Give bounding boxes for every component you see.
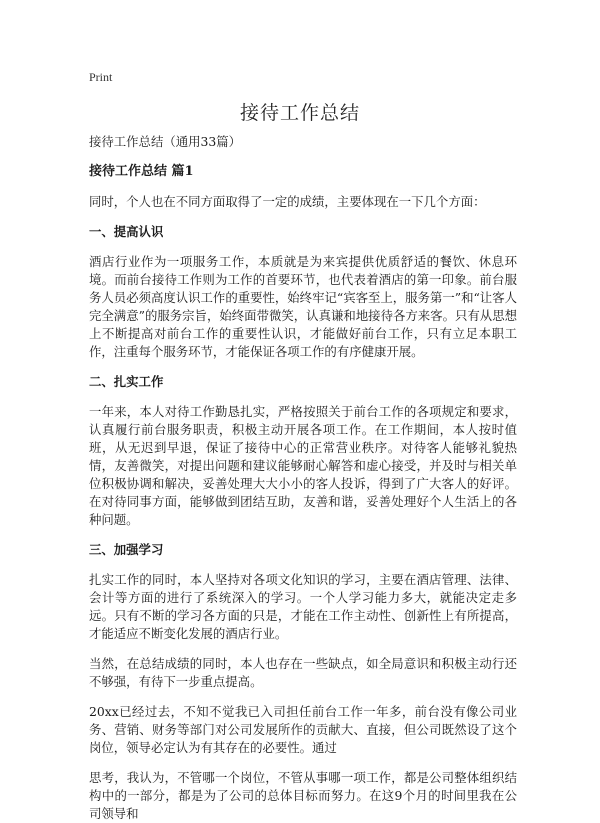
paragraph-reflection: 思考，我认为，不管哪一个岗位，不管从事哪一项工作，都是公司整体组织结构中的一部分，都是为了公司的总体目标而努力。在这9个月的时间里我在公司领导和 [89, 770, 517, 821]
section-heading-1: 一、提高认识 [89, 224, 164, 239]
section-heading-3: 三、加强学习 [89, 542, 164, 557]
section-heading-2: 二、扎实工作 [89, 374, 164, 389]
article-heading: 接待工作总结 篇1 [89, 164, 194, 179]
page-title: 接待工作总结 [239, 102, 360, 124]
document-body [89, 133, 517, 821]
section-text-2: 一年来，本人对待工作勤恳扎实，严格按照关于前台工作的各项规定和要求，认真履行前台服务职责，积极主动开展各项工作。在工作期间，本人按时值班，从无迟到早退，保证了接待中心的正常营业秩序。对待客人能够礼貌热情，友善微笑，对提出问题和建议能够耐心解答和虚心接受，并及时与相关单位积极协调和解决，妥善处理大大小小的客人投诉，得到了广大客人的好评。在对待同事方面，能够做到团结互助，友善和谐，妥善处理好个人生活上的各种问题。 [89, 404, 517, 527]
document-subtitle: 接待工作总结（通用33篇） [89, 134, 242, 149]
section-text-3: 扎实工作的同时，本人坚持对各项文化知识的学习，主要在酒店管理、法律、会计等方面的进行了系统深入的学习。一个人学习能力多大，就能决定走多远。只有不断的学习各方面的只是，才能在工作主动性、创新性上有所提高，才能适应不断变化发展的酒店行业。 [89, 572, 517, 641]
paragraph-shortcomings: 当然，在总结成绩的同时，本人也存在一些缺点，如全局意识和积极主动行还不够强，有待下一步重点提高。 [89, 656, 517, 689]
intro-paragraph: 同时，个人也在不同方面取得了一定的成绩，主要体现在一下几个方面： [89, 194, 486, 209]
print-label[interactable]: Print [89, 70, 113, 84]
paragraph-year-review: 20xx已经过去，不知不觉我已入司担任前台工作一年多，前台没有像公司业务、营销、财务等部门对公司发展所作的贡献大、直接，但公司既然设了这个岗位，领导必定认为有其存在的必要性。通过 [89, 704, 517, 755]
section-text-1: 酒店行业作为一项服务工作，本质就是为来宾提供优质舒适的餐饮、休息环境。而前台接待工作则为工作的首要环节，也代表着酒店的第一印象。前台服务人员必须高度认识工作的重要性，始终牢记“宾客至上，服务第一”和“让客人完全满意”的服务宗旨，始终面带微笑，认真谦和地接待各方来客。只有从思想上不断提高对前台工作的重要性认识，才能做好前台工作，只有立足本职工作，注重每个服务环节，才能保证各项工作的有序健康开展。 [89, 254, 517, 359]
